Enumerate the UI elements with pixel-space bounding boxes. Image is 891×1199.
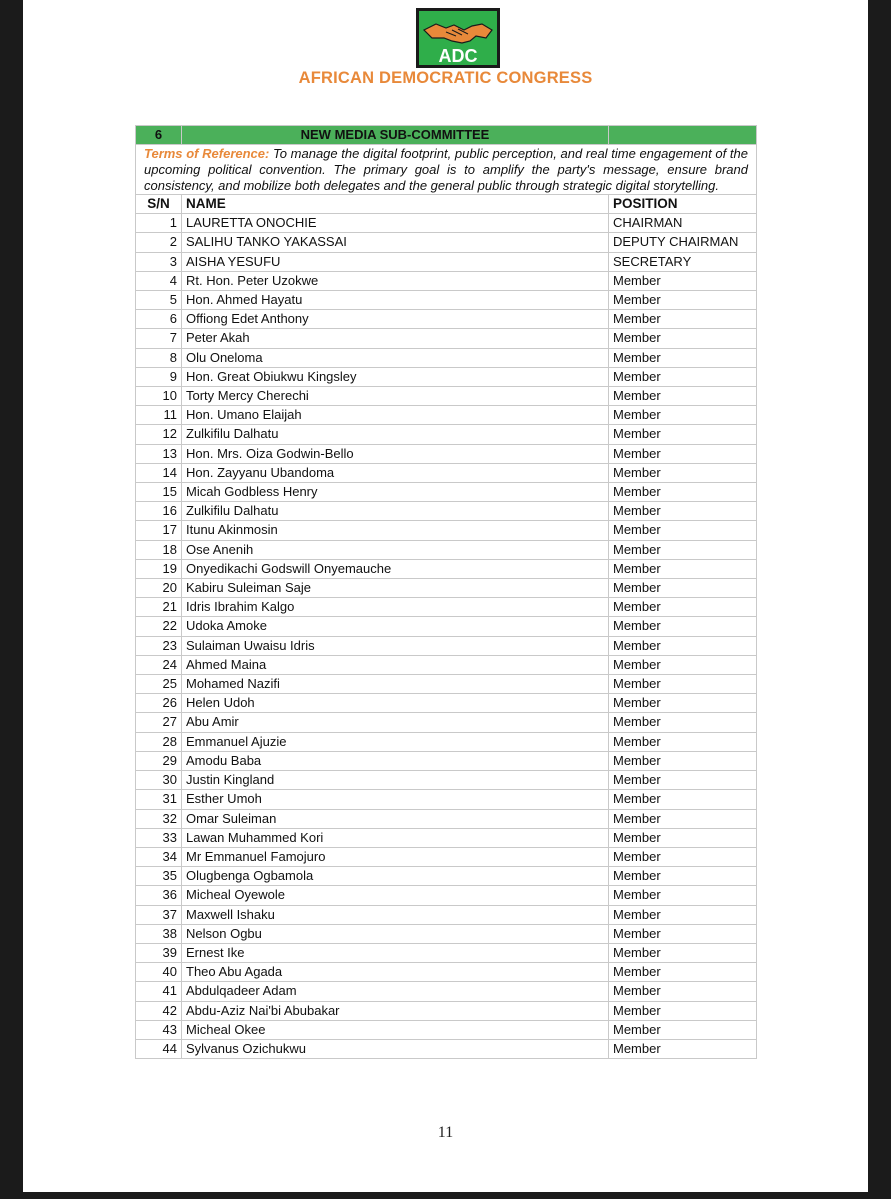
- table-row: [136, 636, 757, 655]
- member-position: CHAIRMAN: [609, 214, 757, 233]
- member-sn: 28: [136, 732, 182, 751]
- member-position: Member: [609, 579, 757, 598]
- member-name: Esther Umoh: [182, 790, 609, 809]
- member-position: Member: [609, 790, 757, 809]
- member-sn: 43: [136, 1020, 182, 1039]
- member-position: Member: [609, 367, 757, 386]
- member-name: Theo Abu Agada: [182, 963, 609, 982]
- table-row: [136, 943, 757, 962]
- column-header-sn: S/N: [136, 195, 182, 214]
- table-row: [136, 655, 757, 674]
- table-row: [136, 867, 757, 886]
- member-name: Rt. Hon. Peter Uzokwe: [182, 271, 609, 290]
- member-name: Lawan Muhammed Kori: [182, 828, 609, 847]
- member-sn: 17: [136, 521, 182, 540]
- member-position: Member: [609, 828, 757, 847]
- member-sn: 14: [136, 463, 182, 482]
- page-number: 11: [437, 1124, 454, 1141]
- member-sn: 22: [136, 617, 182, 636]
- table-row: [136, 847, 757, 866]
- member-sn: 20: [136, 579, 182, 598]
- member-sn: 27: [136, 713, 182, 732]
- committee-header-blank: [609, 126, 757, 145]
- member-name: Onyedikachi Godswill Onyemauche: [182, 559, 609, 578]
- member-position: Member: [609, 483, 757, 502]
- member-sn: 42: [136, 1001, 182, 1020]
- adc-logo: [416, 8, 500, 68]
- member-name: Sulaiman Uwaisu Idris: [182, 636, 609, 655]
- table-row: [136, 694, 757, 713]
- table-row: [136, 406, 757, 425]
- member-sn: 8: [136, 348, 182, 367]
- member-name: Abdulqadeer Adam: [182, 982, 609, 1001]
- table-row: [136, 444, 757, 463]
- member-position: Member: [609, 751, 757, 770]
- member-position: Member: [609, 886, 757, 905]
- terms-of-reference-row: [136, 145, 757, 195]
- member-sn: 1: [136, 214, 182, 233]
- committee-table: [135, 125, 757, 1059]
- member-position: Member: [609, 310, 757, 329]
- table-row: [136, 463, 757, 482]
- member-position: Member: [609, 636, 757, 655]
- member-name: Micheal Okee: [182, 1020, 609, 1039]
- member-position: Member: [609, 348, 757, 367]
- member-position: Member: [609, 425, 757, 444]
- member-name: Olugbenga Ogbamola: [182, 867, 609, 886]
- member-name: Udoka Amoke: [182, 617, 609, 636]
- member-sn: 35: [136, 867, 182, 886]
- tor-text: To manage the digital footprint, public perception, and real time engagement of the upcoming political convention. The primary goal is to amplify the party's message, ensure brand consistency, and mobilize both delegates and the general public through strategic digital storytelling.: [144, 146, 748, 193]
- committee-header-row: [136, 126, 757, 145]
- member-position: Member: [609, 713, 757, 732]
- member-position: Member: [609, 847, 757, 866]
- member-sn: 13: [136, 444, 182, 463]
- member-position: Member: [609, 943, 757, 962]
- member-name: Helen Udoh: [182, 694, 609, 713]
- committee-number: 6: [136, 126, 182, 145]
- table-row: [136, 732, 757, 751]
- member-name: Maxwell Ishaku: [182, 905, 609, 924]
- table-row: [136, 1020, 757, 1039]
- table-row: [136, 310, 757, 329]
- member-name: Sylvanus Ozichukwu: [182, 1039, 609, 1058]
- member-sn: 26: [136, 694, 182, 713]
- member-sn: 15: [136, 483, 182, 502]
- member-name: Ernest Ike: [182, 943, 609, 962]
- member-name: Itunu Akinmosin: [182, 521, 609, 540]
- member-name: Hon. Mrs. Oiza Godwin-Bello: [182, 444, 609, 463]
- member-name: Idris Ibrahim Kalgo: [182, 598, 609, 617]
- member-name: Mr Emmanuel Famojuro: [182, 847, 609, 866]
- member-name: LAURETTA ONOCHIE: [182, 214, 609, 233]
- member-position: Member: [609, 387, 757, 406]
- column-header-name: NAME: [182, 195, 609, 214]
- member-sn: 2: [136, 233, 182, 252]
- table-row: [136, 502, 757, 521]
- member-sn: 31: [136, 790, 182, 809]
- member-position: Member: [609, 655, 757, 674]
- table-row: [136, 790, 757, 809]
- table-row: [136, 828, 757, 847]
- member-name: SALIHU TANKO YAKASSAI: [182, 233, 609, 252]
- member-position: Member: [609, 771, 757, 790]
- table-row: [136, 982, 757, 1001]
- member-sn: 21: [136, 598, 182, 617]
- member-position: Member: [609, 406, 757, 425]
- table-row: [136, 387, 757, 406]
- member-sn: 18: [136, 540, 182, 559]
- organization-name: AFRICAN DEMOCRATIC CONGRESS: [298, 69, 593, 87]
- member-sn: 11: [136, 406, 182, 425]
- member-position: Member: [609, 675, 757, 694]
- member-position: Member: [609, 809, 757, 828]
- member-sn: 16: [136, 502, 182, 521]
- member-sn: 29: [136, 751, 182, 770]
- table-row: [136, 559, 757, 578]
- member-position: DEPUTY CHAIRMAN: [609, 233, 757, 252]
- table-row: [136, 675, 757, 694]
- member-name: Mohamed Nazifi: [182, 675, 609, 694]
- member-sn: 38: [136, 924, 182, 943]
- member-sn: 39: [136, 943, 182, 962]
- table-row: [136, 252, 757, 271]
- member-position: Member: [609, 694, 757, 713]
- member-sn: 19: [136, 559, 182, 578]
- member-name: Hon. Great Obiukwu Kingsley: [182, 367, 609, 386]
- table-row: [136, 425, 757, 444]
- member-name: Abu Amir: [182, 713, 609, 732]
- table-row: [136, 367, 757, 386]
- member-position: Member: [609, 963, 757, 982]
- table-row: [136, 233, 757, 252]
- member-sn: 3: [136, 252, 182, 271]
- member-sn: 5: [136, 291, 182, 310]
- column-header-position: POSITION: [609, 195, 757, 214]
- member-name: Peter Akah: [182, 329, 609, 348]
- member-position: Member: [609, 982, 757, 1001]
- table-row: [136, 521, 757, 540]
- member-name: Micheal Oyewole: [182, 886, 609, 905]
- member-sn: 10: [136, 387, 182, 406]
- member-name: Kabiru Suleiman Saje: [182, 579, 609, 598]
- member-sn: 25: [136, 675, 182, 694]
- member-position: Member: [609, 271, 757, 290]
- member-name: Hon. Umano Elaijah: [182, 406, 609, 425]
- table-row: [136, 924, 757, 943]
- table-row: [136, 214, 757, 233]
- member-name: Ahmed Maina: [182, 655, 609, 674]
- tor-label: Terms of Reference:: [144, 146, 270, 161]
- member-position: Member: [609, 924, 757, 943]
- member-name: Abdu-Aziz Nai'bi Abubakar: [182, 1001, 609, 1020]
- member-name: Olu Oneloma: [182, 348, 609, 367]
- member-name: Emmanuel Ajuzie: [182, 732, 609, 751]
- member-position: Member: [609, 1001, 757, 1020]
- committee-title: NEW MEDIA SUB-COMMITTEE: [182, 126, 609, 145]
- member-position: Member: [609, 905, 757, 924]
- member-name: Micah Godbless Henry: [182, 483, 609, 502]
- member-sn: 40: [136, 963, 182, 982]
- table-row: [136, 751, 757, 770]
- member-position: Member: [609, 291, 757, 310]
- member-sn: 7: [136, 329, 182, 348]
- member-sn: 37: [136, 905, 182, 924]
- table-row: [136, 291, 757, 310]
- member-position: Member: [609, 867, 757, 886]
- member-name: Nelson Ogbu: [182, 924, 609, 943]
- table-row: [136, 329, 757, 348]
- table-row: [136, 617, 757, 636]
- member-name: Amodu Baba: [182, 751, 609, 770]
- member-sn: 9: [136, 367, 182, 386]
- member-position: Member: [609, 617, 757, 636]
- member-position: Member: [609, 559, 757, 578]
- member-sn: 4: [136, 271, 182, 290]
- table-row: [136, 540, 757, 559]
- member-sn: 33: [136, 828, 182, 847]
- table-row: [136, 771, 757, 790]
- table-row: [136, 271, 757, 290]
- member-sn: 41: [136, 982, 182, 1001]
- member-position: Member: [609, 329, 757, 348]
- table-row: [136, 598, 757, 617]
- member-sn: 32: [136, 809, 182, 828]
- member-name: Justin Kingland: [182, 771, 609, 790]
- table-row: [136, 1001, 757, 1020]
- terms-of-reference: [136, 145, 757, 195]
- member-name: Hon. Ahmed Hayatu: [182, 291, 609, 310]
- member-position: Member: [609, 502, 757, 521]
- member-position: Member: [609, 521, 757, 540]
- member-sn: 34: [136, 847, 182, 866]
- member-position: Member: [609, 463, 757, 482]
- column-header-row: [136, 195, 757, 214]
- member-position: Member: [609, 444, 757, 463]
- member-name: Zulkifilu Dalhatu: [182, 502, 609, 521]
- handshake-logo-icon: [416, 8, 500, 68]
- member-name: AISHA YESUFU: [182, 252, 609, 271]
- member-position: Member: [609, 1020, 757, 1039]
- member-name: Ose Anenih: [182, 540, 609, 559]
- table-row: [136, 905, 757, 924]
- member-sn: 36: [136, 886, 182, 905]
- member-position: Member: [609, 732, 757, 751]
- member-sn: 12: [136, 425, 182, 444]
- member-position: Member: [609, 598, 757, 617]
- member-name: Omar Suleiman: [182, 809, 609, 828]
- table-row: [136, 886, 757, 905]
- member-sn: 23: [136, 636, 182, 655]
- document-page: [23, 0, 868, 1192]
- member-sn: 44: [136, 1039, 182, 1058]
- member-position: Member: [609, 540, 757, 559]
- member-name: Zulkifilu Dalhatu: [182, 425, 609, 444]
- table-row: [136, 713, 757, 732]
- table-row: [136, 348, 757, 367]
- table-row: [136, 579, 757, 598]
- member-name: Hon. Zayyanu Ubandoma: [182, 463, 609, 482]
- member-sn: 6: [136, 310, 182, 329]
- table-row: [136, 809, 757, 828]
- member-name: Offiong Edet Anthony: [182, 310, 609, 329]
- table-row: [136, 963, 757, 982]
- member-position: Member: [609, 1039, 757, 1058]
- member-sn: 30: [136, 771, 182, 790]
- table-row: [136, 1039, 757, 1058]
- member-sn: 24: [136, 655, 182, 674]
- member-position: SECRETARY: [609, 252, 757, 271]
- logo-text: ADC: [438, 46, 478, 66]
- member-name: Torty Mercy Cherechi: [182, 387, 609, 406]
- table-row: [136, 483, 757, 502]
